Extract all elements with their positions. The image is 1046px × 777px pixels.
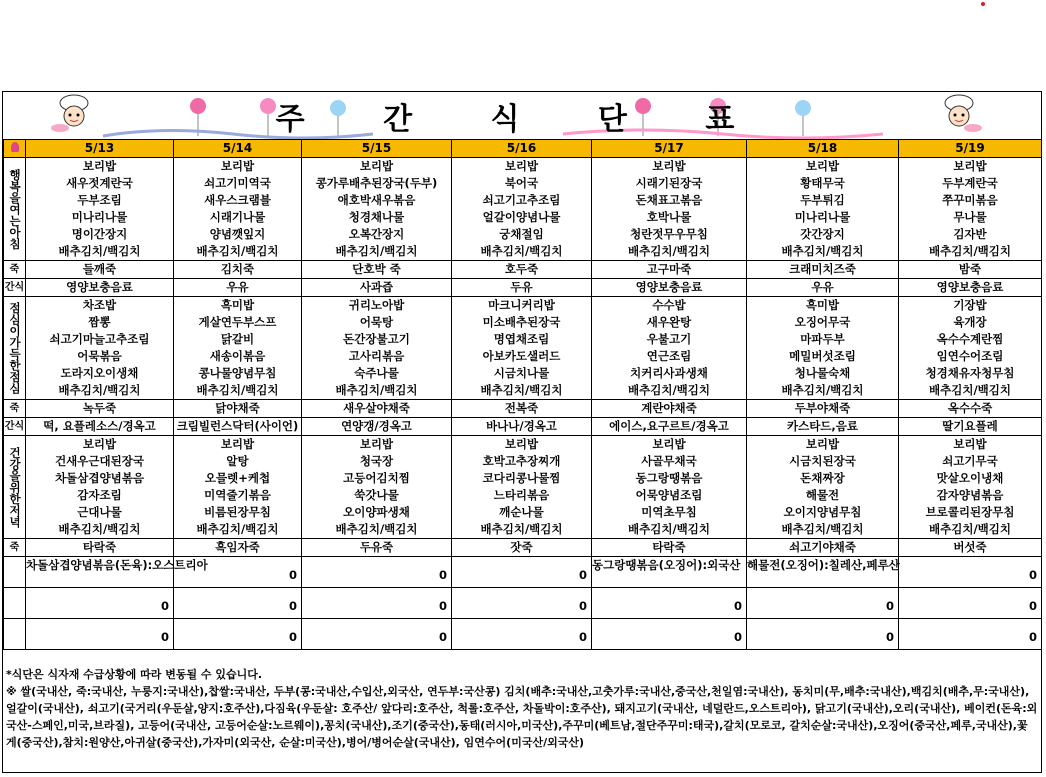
- menu-item: 시금치된장국: [789, 454, 856, 468]
- origin-cell: [592, 588, 747, 619]
- origin-zero: 0: [578, 599, 587, 613]
- menu-item: 맛살오이냉채: [936, 471, 1004, 485]
- menu-item: 미나리나물: [794, 210, 851, 224]
- menu-item: 딸기요플레: [942, 419, 998, 433]
- menu-cell: [899, 418, 1042, 436]
- menu-item: 보리밥: [805, 159, 840, 173]
- menu-item: 쇠고기무국: [942, 454, 998, 468]
- menu-item: 근대나물: [77, 505, 122, 519]
- menu-cell: [174, 158, 302, 261]
- menu-item: 배추김치/백김치: [480, 383, 563, 397]
- origin-zero: 0: [885, 630, 894, 644]
- date-header: 5/18: [747, 140, 899, 158]
- origin-zero: 0: [578, 568, 587, 582]
- menu-cell: [174, 539, 302, 557]
- menu-cell: [302, 400, 452, 418]
- menu-cell: [592, 158, 747, 261]
- menu-item: 배추김치/백김치: [628, 383, 710, 397]
- origin-zero: 0: [733, 630, 742, 644]
- origin-zero: 0: [733, 599, 742, 613]
- meal-section-row: [4, 297, 1042, 400]
- date-header: 5/17: [592, 140, 747, 158]
- menu-item: 배추김치/백김치: [196, 244, 279, 258]
- menu-item: 카스타드,음료: [786, 419, 859, 433]
- menu-item: 영양보충음료: [635, 280, 703, 294]
- menu-item: 어묵양념조림: [635, 488, 703, 502]
- menu-cell: [452, 297, 592, 400]
- meal-section-row: [4, 436, 1042, 539]
- origin-zero: 0: [438, 568, 447, 582]
- menu-item: 청경채나물: [348, 210, 405, 224]
- menu-sheet: [2, 91, 1042, 773]
- menu-item: 브로콜리된장무침: [925, 505, 1015, 519]
- menu-cell: [452, 279, 592, 297]
- menu-cell: [26, 279, 174, 297]
- menu-item: 바나나/경옥고: [486, 419, 557, 433]
- menu-item: 배추김치/백김치: [781, 383, 864, 397]
- menu-item: 고등어김치찜: [343, 471, 410, 485]
- menu-item: 배추김치/백김치: [628, 522, 710, 536]
- menu-cell: [174, 279, 302, 297]
- menu-item: 청나물숙채: [794, 366, 851, 380]
- menu-item: 동그랑땡볶음: [635, 471, 703, 485]
- menu-item: 청란젓무우무침: [630, 227, 708, 241]
- origin-cell: [452, 557, 592, 588]
- menu-cell: [899, 297, 1042, 400]
- menu-item: 무나물: [953, 210, 987, 224]
- menu-item: 알탕: [226, 454, 249, 468]
- menu-item: 배추김치/백김치: [628, 244, 710, 258]
- corner-flower-icon: [4, 140, 26, 158]
- menu-item: 두유죽: [359, 540, 394, 554]
- meal-section-row: [4, 539, 1042, 557]
- menu-cell: [747, 158, 899, 261]
- menu-item: 수수밥: [652, 298, 686, 312]
- menu-item: 배추김치/백김치: [335, 244, 418, 258]
- menu-cell: [899, 279, 1042, 297]
- menu-cell: [899, 158, 1042, 261]
- menu-cell: [26, 436, 174, 539]
- origin-cell: [899, 619, 1042, 650]
- origin-label-empty: [4, 557, 26, 588]
- menu-item: 배추김치/백김치: [781, 522, 864, 536]
- menu-item: 치커리사과생채: [630, 366, 708, 380]
- menu-item: 느타리볶음: [493, 488, 550, 502]
- menu-item: 오이지양념무침: [783, 505, 862, 519]
- menu-item: 애호박새우볶음: [337, 193, 416, 207]
- menu-cell: [302, 279, 452, 297]
- menu-cell: [452, 436, 592, 539]
- menu-item: 양념깻잎지: [209, 227, 266, 241]
- menu-item: 보리밥: [652, 159, 686, 173]
- menu-item: 돈간장불고기: [343, 332, 410, 346]
- menu-item: 새우스크램블: [204, 193, 271, 207]
- menu-item: 오이양파생채: [343, 505, 410, 519]
- origin-cell: [302, 557, 452, 588]
- menu-cell: [26, 158, 174, 261]
- menu-item: 미나리나물: [71, 210, 128, 224]
- origin-cell: [26, 557, 208, 588]
- menu-item: 배추김치/백김치: [196, 383, 279, 397]
- origin-cell: [747, 557, 899, 588]
- menu-item: 배추김치/백김치: [196, 522, 279, 536]
- menu-item: 연근조림: [646, 349, 692, 363]
- menu-cell: [747, 261, 899, 279]
- date-header: 5/15: [302, 140, 452, 158]
- menu-item: 에이스,요구르트/경옥고: [609, 419, 729, 433]
- menu-item: 돈채표고볶음: [635, 193, 703, 207]
- menu-item: 떡, 요플레소스/경옥고: [43, 419, 156, 433]
- meal-section-row: [4, 279, 1042, 297]
- menu-item: 기장밥: [953, 298, 987, 312]
- menu-item: 새우젓계란국: [66, 176, 133, 190]
- meal-section-row: [4, 400, 1042, 418]
- menu-item: 새우완탕: [646, 315, 692, 329]
- menu-cell: [592, 297, 747, 400]
- menu-item: 보리밥: [359, 159, 394, 173]
- menu-cell: [747, 418, 899, 436]
- menu-item: 보리밥: [805, 437, 840, 451]
- menu-item: 게살연두부스프: [198, 315, 277, 329]
- menu-cell: [747, 279, 899, 297]
- menu-item: 쇠고기마늘고추조림: [49, 332, 150, 346]
- menu-cell: [899, 436, 1042, 539]
- menu-item: 보리밥: [82, 437, 117, 451]
- menu-cell: [592, 539, 747, 557]
- origin-zero: 0: [578, 630, 587, 644]
- origin-cell: [174, 588, 302, 619]
- menu-item: 배추김치/백김치: [929, 383, 1011, 397]
- origin-cell: [452, 588, 592, 619]
- section-label: 죽: [4, 539, 26, 557]
- menu-cell: [302, 297, 452, 400]
- menu-item: 깨순나물: [499, 505, 544, 519]
- menu-item: 두부야채죽: [794, 401, 851, 415]
- origin-cell: [452, 619, 592, 650]
- origin-zero: 0: [288, 630, 297, 644]
- menu-item: 배추김치/백김치: [929, 244, 1011, 258]
- menu-cell: [747, 436, 899, 539]
- menu-cell: [899, 261, 1042, 279]
- menu-table: [3, 139, 1042, 650]
- red-dot-marker: [981, 2, 985, 6]
- section-label: 죽: [4, 400, 26, 418]
- menu-item: 배추김치/백김치: [335, 383, 418, 397]
- date-header: 5/13: [26, 140, 174, 158]
- menu-cell: [747, 400, 899, 418]
- menu-item: 타락죽: [82, 540, 117, 554]
- origin-zero: 0: [885, 599, 894, 613]
- menu-item: 크림빌런스닥터(사이언): [176, 419, 299, 433]
- date-header-row: [4, 140, 1042, 158]
- origin-cell: [592, 557, 747, 588]
- menu-item: 배추김치/백김치: [929, 522, 1011, 536]
- menu-item: 쇠고기미역국: [204, 176, 271, 190]
- menu-item: 두부계란국: [942, 176, 998, 190]
- origin-cell: [747, 619, 899, 650]
- menu-item: 마파두부: [800, 332, 845, 346]
- menu-item: 사과즙: [359, 280, 394, 294]
- origin-zero: 0: [1028, 630, 1037, 644]
- menu-item: 보리밥: [220, 159, 255, 173]
- menu-item: 닭갈비: [220, 332, 255, 346]
- origin-text: 차돌삼겹양념볶음(돈육):오스트리아: [26, 558, 208, 572]
- menu-item: 시금치나물: [493, 366, 550, 380]
- menu-item: 단호박 죽: [352, 262, 401, 276]
- menu-item: 김치죽: [220, 262, 255, 276]
- menu-cell: [747, 297, 899, 400]
- meal-section-row: [4, 261, 1042, 279]
- origin-cell: [302, 619, 452, 650]
- menu-item: 닭야채죽: [215, 401, 260, 415]
- menu-item: 미역줄기볶음: [204, 488, 271, 502]
- menu-cell: [592, 418, 747, 436]
- menu-item: 감자조림: [77, 488, 122, 502]
- origin-row: [4, 619, 1042, 650]
- origin-zero: 0: [288, 599, 297, 613]
- menu-item: 두부튀김: [800, 193, 845, 207]
- menu-item: 콩가루배추된장국(두부): [315, 176, 438, 190]
- menu-item: 새우살야채죽: [343, 401, 410, 415]
- menu-item: 녹두죽: [82, 401, 117, 415]
- page-title: 주 간 식 단 표: [275, 102, 769, 137]
- menu-item: 도라지오이생채: [60, 366, 139, 380]
- menu-item: 배추김치/백김치: [480, 522, 563, 536]
- origin-zero: 0: [438, 599, 447, 613]
- section-label: 간식: [4, 418, 26, 436]
- menu-item: 호두죽: [504, 262, 539, 276]
- menu-item: 차돌삼겹양념볶음: [55, 471, 144, 485]
- menu-item: 영양보충음료: [936, 280, 1004, 294]
- menu-cell: [452, 158, 592, 261]
- menu-cell: [899, 400, 1042, 418]
- menu-item: 육개장: [953, 315, 987, 329]
- menu-cell: [302, 158, 452, 261]
- menu-item: 버섯죽: [953, 540, 987, 554]
- menu-item: 미역초무침: [641, 505, 697, 519]
- menu-item: 오징어무국: [794, 315, 851, 329]
- menu-item: 들깨죽: [82, 262, 117, 276]
- menu-item: 콩나물양념무침: [198, 366, 277, 380]
- menu-item: 옥수수계란찜: [936, 332, 1004, 346]
- meal-section-row: [4, 158, 1042, 261]
- menu-item: 차조밥: [82, 298, 117, 312]
- menu-cell: [26, 418, 174, 436]
- meal-section-row: [4, 418, 1042, 436]
- origin-cell: [899, 588, 1042, 619]
- menu-item: 고사리볶음: [348, 349, 405, 363]
- origin-text: 동그랑땡볶음(오징어):외국산: [592, 558, 741, 572]
- menu-cell: [592, 279, 747, 297]
- menu-item: 마크니커리밥: [488, 298, 555, 312]
- menu-item: 감자양념볶음: [936, 488, 1004, 502]
- menu-cell: [174, 261, 302, 279]
- menu-item: 잣죽: [510, 540, 533, 554]
- menu-item: 보리밥: [82, 159, 117, 173]
- menu-item: 명이간장지: [71, 227, 128, 241]
- menu-item: 배추김치/백김치: [781, 244, 864, 258]
- menu-item: 전복죽: [504, 401, 539, 415]
- menu-item: 배추김치/백김치: [480, 244, 563, 258]
- menu-item: 어묵볶음: [77, 349, 122, 363]
- date-header: 5/19: [899, 140, 1042, 158]
- menu-item: 보리밥: [504, 437, 539, 451]
- menu-cell: [899, 539, 1042, 557]
- origin-cell: [26, 619, 174, 650]
- menu-item: 오믈렛+케첩: [204, 471, 271, 485]
- menu-item: 우유: [811, 280, 834, 294]
- menu-item: 갓간장지: [800, 227, 845, 241]
- menu-cell: [174, 400, 302, 418]
- menu-cell: [26, 539, 174, 557]
- menu-item: 배추김치/백김치: [58, 522, 141, 536]
- menu-cell: [26, 261, 174, 279]
- menu-item: 밤죽: [958, 262, 982, 276]
- menu-item: 메밀버섯조림: [789, 349, 856, 363]
- menu-cell: [747, 539, 899, 557]
- menu-item: 오복간장지: [348, 227, 405, 241]
- menu-cell: [592, 261, 747, 279]
- menu-item: 청국장: [359, 454, 394, 468]
- origin-label-empty: [4, 619, 26, 650]
- menu-item: 짬뽕: [88, 315, 111, 329]
- menu-item: 두유: [510, 280, 533, 294]
- menu-item: 배추김치/백김치: [335, 522, 418, 536]
- menu-item: 쇠고기야채죽: [789, 540, 856, 554]
- menu-cell: [174, 436, 302, 539]
- menu-item: 궁채절임: [499, 227, 544, 241]
- title-band: [3, 92, 1041, 138]
- menu-item: 미소배추된장국: [482, 315, 561, 329]
- origin-label-empty: [4, 588, 26, 619]
- menu-item: 배추김치/백김치: [58, 383, 141, 397]
- origin-text: 해물전(오징어):칠레산,페루산: [747, 558, 900, 572]
- menu-cell: [452, 261, 592, 279]
- origin-zero: 0: [160, 630, 169, 644]
- menu-item: 계란야채죽: [641, 401, 697, 415]
- menu-item: 귀리노아밥: [348, 298, 405, 312]
- menu-item: 새송이볶음: [209, 349, 266, 363]
- menu-item: 쑥갓나물: [354, 488, 399, 502]
- menu-item: 얼갈이양념나물: [482, 210, 561, 224]
- date-header: 5/16: [452, 140, 592, 158]
- menu-item: 보리밥: [652, 437, 686, 451]
- menu-cell: [452, 418, 592, 436]
- menu-cell: [302, 418, 452, 436]
- menu-cell: [592, 400, 747, 418]
- section-label: 건강을위한저녁: [4, 436, 26, 539]
- origin-cell: [899, 557, 1042, 588]
- menu-item: 흑임자죽: [215, 540, 260, 554]
- menu-item: 호박고추장찌개: [482, 454, 561, 468]
- menu-item: 아보카도샐러드: [482, 349, 561, 363]
- origin-cell: [592, 619, 747, 650]
- menu-cell: [302, 539, 452, 557]
- origin-cell: [747, 588, 899, 619]
- origin-row: [4, 557, 1042, 588]
- note-origin: ※ 쌀(국내산, 죽:국내산, 누룽지:국내산),찹쌀:국내산, 두부(콩:국내산,수입산,외국산, 연두부:국산콩) 김치(배추:국내산,고춧가루:국내산,중국산,천일염:국내산), 동치미(무,배추:국내산),백김치(배추,무:국내산),얼갈이(국내산), 쇠고기(국거리(우둔살,양지:호주산),다짐육(우둔살: 호주산/ 앞다리:호주산, 척롤:호주산, 차돌박이:호주산), 돼지고기(국내산, 네덜란드,오스트리아), 닭고기(국내산),오리(국내산), 베이컨(돈육:외국산-스페인,미국,브라질), 고등어(국내산, 고등어순살:노르웨이),꽁치(국내산),조기(중국산),동태(러시아,미국산),주꾸미(베트남,절단주꾸미:태국),갈치(모로코, 갈치순살:국내산),오징어(중국산,페루,국내산),꽃게(중국산),참치:원양산,아귀살(중국산),가자미(외국산, 순살:미국산),병어/병어순살(국내산), 임연수어(미국산/외국산): [6, 685, 1038, 749]
- section-label: 점심이가득한점심: [4, 297, 26, 400]
- note-line: *식단은 식자재 수급상황에 따라 변동될 수 있습니다.: [6, 668, 263, 681]
- date-header: 5/14: [174, 140, 302, 158]
- origin-zero: 0: [1028, 568, 1037, 582]
- menu-cell: [174, 297, 302, 400]
- menu-item: 보리밥: [220, 437, 255, 451]
- menu-item: 청경채유자청무침: [925, 366, 1015, 380]
- origin-zero: 0: [160, 599, 169, 613]
- menu-item: 해물전: [805, 488, 840, 502]
- menu-item: 김자반: [953, 227, 987, 241]
- menu-item: 흑미밥: [805, 298, 840, 312]
- notes: [6, 666, 1038, 751]
- menu-cell: [452, 539, 592, 557]
- origin-cell: [174, 619, 302, 650]
- menu-item: 사골무채국: [641, 454, 697, 468]
- menu-item: 호박나물: [646, 210, 692, 224]
- menu-item: 두부조림: [77, 193, 122, 207]
- menu-item: 코다리콩나물찜: [482, 471, 561, 485]
- origin-zero: 0: [438, 630, 447, 644]
- menu-item: 임연수어조림: [936, 349, 1004, 363]
- section-label: 간식: [4, 279, 26, 297]
- section-label: 죽: [4, 261, 26, 279]
- menu-item: 황태무국: [800, 176, 845, 190]
- menu-item: 시래기된장국: [635, 176, 703, 190]
- menu-item: 보리밥: [504, 159, 539, 173]
- menu-item: 영양보충음료: [66, 280, 133, 294]
- menu-cell: [174, 418, 302, 436]
- menu-cell: [452, 400, 592, 418]
- menu-item: 숙주나물: [354, 366, 399, 380]
- menu-item: 보리밥: [953, 159, 987, 173]
- menu-cell: [26, 400, 174, 418]
- origin-cell: [26, 588, 174, 619]
- menu-item: 북어국: [504, 176, 539, 190]
- origin-zero: 0: [288, 568, 297, 582]
- menu-cell: [302, 436, 452, 539]
- menu-item: 시래기나물: [209, 210, 266, 224]
- menu-item: 연양갱/경옥고: [341, 419, 412, 433]
- menu-item: 명엽채조림: [493, 332, 550, 346]
- menu-cell: [302, 261, 452, 279]
- section-label: 행복을여는아침: [4, 158, 26, 261]
- menu-cell: [26, 297, 174, 400]
- menu-item: 어묵탕: [359, 315, 394, 329]
- menu-item: 타락죽: [652, 540, 686, 554]
- menu-item: 건새우근대된장국: [55, 454, 144, 468]
- menu-item: 비름된장무침: [204, 505, 271, 519]
- menu-cell: [592, 436, 747, 539]
- menu-item: 우유: [226, 280, 249, 294]
- origin-row: [4, 588, 1042, 619]
- menu-item: 배추김치/백김치: [58, 244, 141, 258]
- origin-zero: 0: [1028, 599, 1037, 613]
- menu-item: 우불고기: [646, 332, 692, 346]
- menu-item: 옥수수죽: [947, 401, 993, 415]
- menu-item: 돈채짜장: [800, 471, 845, 485]
- menu-item: 쭈꾸미볶음: [942, 193, 998, 207]
- menu-item: 보리밥: [359, 437, 394, 451]
- menu-item: 보리밥: [953, 437, 987, 451]
- origin-cell: [174, 557, 302, 588]
- origin-cell: [302, 588, 452, 619]
- menu-item: 쇠고기고추조림: [482, 193, 561, 207]
- menu-item: 고구마죽: [646, 262, 692, 276]
- menu-item: 흑미밥: [220, 298, 255, 312]
- menu-item: 크래미치즈죽: [789, 262, 856, 276]
